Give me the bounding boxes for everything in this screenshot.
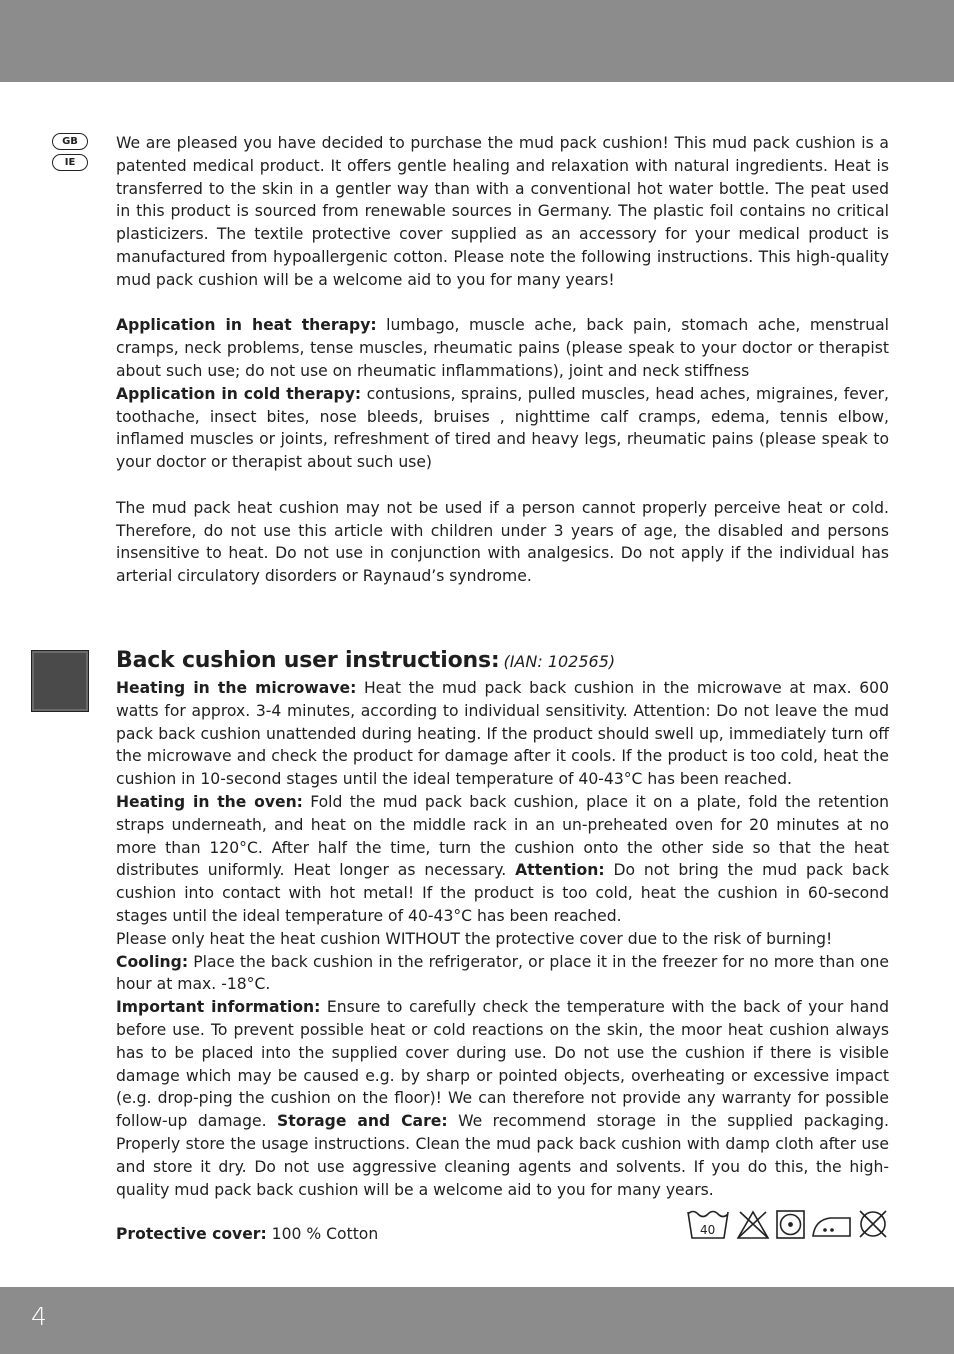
wash-40-icon — [688, 1212, 728, 1239]
no-dry-clean-icon — [860, 1211, 886, 1237]
page-number: 4 — [31, 1302, 47, 1331]
care-symbols — [686, 1208, 890, 1240]
cooling-label: Cooling: — [116, 952, 189, 971]
microwave-paragraph — [116, 677, 889, 791]
instructions-heading — [116, 650, 889, 674]
language-badges — [52, 133, 88, 175]
no-bleach-icon — [738, 1212, 768, 1238]
intro-section — [116, 132, 889, 588]
cold-therapy-paragraph — [116, 383, 889, 474]
protective-cover-line — [116, 1223, 378, 1245]
storage-label: Storage and Care: — [277, 1112, 448, 1131]
heat-therapy-text: lumbago, muscle ache, back pain, stomach ache, menstrual cramps, neck problems, tense muscles, rheumatic pains (please speak to your doctor or therapist about such use; do not use on rheumatic inflammations), joint and neck stiffness — [116, 316, 889, 380]
instructions-section — [116, 677, 889, 1201]
cooling-paragraph — [116, 951, 889, 997]
important-paragraph — [116, 996, 889, 1201]
wash-temp-label: 40 — [700, 1223, 716, 1237]
ian-number: (IAN: 102565) — [503, 652, 616, 671]
warning-paragraph: The mud pack heat cushion may not be used if a person cannot properly perceive heat or cold. Therefore, do not use this article with children under 3 years of age, the disabled and persons insensitive to heat. Do not use in conjunction with analgesics. Do not apply if the individual has arterial circulatory disorders or Raynaud’s syndrome. — [116, 498, 889, 586]
important-label: Important information: — [116, 998, 321, 1017]
oven-attention-label: Attention: — [515, 861, 605, 880]
section-marker — [31, 650, 89, 712]
header-bar — [0, 0, 954, 82]
cover-label: Protective cover: — [116, 1225, 267, 1243]
tumble-dry-icon — [777, 1211, 804, 1238]
oven-attention-text: Do not bring the mud pack back cushion into contact with hot metal! If the product is too cold, heat the cushion in 60-second stages until the ideal temperature of 40-43°C has been reached. — [116, 861, 889, 925]
storage-text: We recommend storage in the supplied packaging. Properly store the usage instructions. Clean the mud pack back cushion with damp cloth after use and store it dry. Do not use aggressive cleaning agents and solvents. If you do this, the high-quality mud pack back cushion will be a welcome aid to you for many years. — [116, 1112, 889, 1199]
cover-text: 100 % Cotton — [266, 1225, 379, 1243]
oven-label: Heating in the oven: — [116, 792, 303, 811]
oven-text: Fold the mud pack back cushion, place it on a plate, fold the retention straps underneath, and heat on the middle rack in an un-preheated oven for 20 minutes at no more than 120°C. After half the time, turn the cushion onto the other side so that the heat distributes uniformly. Heat longer as necessary. — [116, 792, 889, 880]
microwave-label: Heating in the microwave: — [116, 679, 357, 697]
cooling-text: Place the back cushion in the refrigerator, or place it in the freezer for no more than one hour at max. -18°C. — [116, 952, 889, 994]
cover-warning: Please only heat the heat cushion WITHOUT the protective cover due to the risk of burning! — [116, 929, 833, 948]
microwave-text: Heat the mud pack back cushion in the microwave at max. 600 watts for approx. 3-4 minutes, according to individual sensitivity. Attention: Do not leave the mud pack back cushion unattended during heating. If the product should swell up, immediately turn off the microwave and check the product for damage after it cools. If the product is too cold, heat the cushion in 10-second stages until the ideal temperature of 40-43°C has been reached. — [116, 679, 889, 789]
lang-badge-ie: IE — [52, 154, 88, 171]
oven-paragraph — [116, 791, 889, 928]
important-text: Ensure to carefully check the temperature with the back of your hand before use. To prevent possible heat or cold reactions on the skin, the moor heat cushion always has to be placed into the supplied cover during use. Do not use the cushion if there is visible damage which may be caused e.g. by sharp or pointed objects, overheating or excessive impact (e.g. drop-ping the cushion on the floor)! We can therefore not provide any warranty for possible follow-up damage. — [116, 998, 889, 1131]
care-symbols-svg — [686, 1208, 890, 1240]
intro-paragraph: We are pleased you have decided to purchase the mud pack cushion! This mud pack cushion is a patented medical product. It offers gentle healing and relaxation with natural ingredients. Heat is transferred to the skin in a gentler way than with a conventional hot water bottle. The peat used in this product is sourced from renewable sources in Germany. The plastic foil contains no critical plasticizers. The textile protective cover supplied as an accessory for your medical product is manufactured from hypoallergenic cotton. Please note the following instructions. This high-quality mud pack cushion will be a welcome aid to you for many years! — [116, 134, 889, 289]
footer-bar — [0, 1287, 954, 1354]
cold-therapy-label: Application in cold therapy: — [116, 384, 362, 403]
heat-therapy-paragraph — [116, 314, 889, 382]
heat-therapy-label: Application in heat therapy: — [116, 316, 377, 335]
instructions-title: Back cushion user instructions: — [116, 648, 500, 673]
lang-badge-gb: GB — [52, 133, 88, 150]
cold-therapy-text: contusions, sprains, pulled muscles, head aches, migraines, fever, toothache, insect bites, nose bleeds, bruises , nighttime calf cramps, edema, tennis elbow, inflamed muscles or joints, refreshment of tired and heavy legs, rheumatic pains (please speak to your doctor or therapist about such use) — [116, 384, 889, 472]
iron-icon — [813, 1218, 850, 1236]
